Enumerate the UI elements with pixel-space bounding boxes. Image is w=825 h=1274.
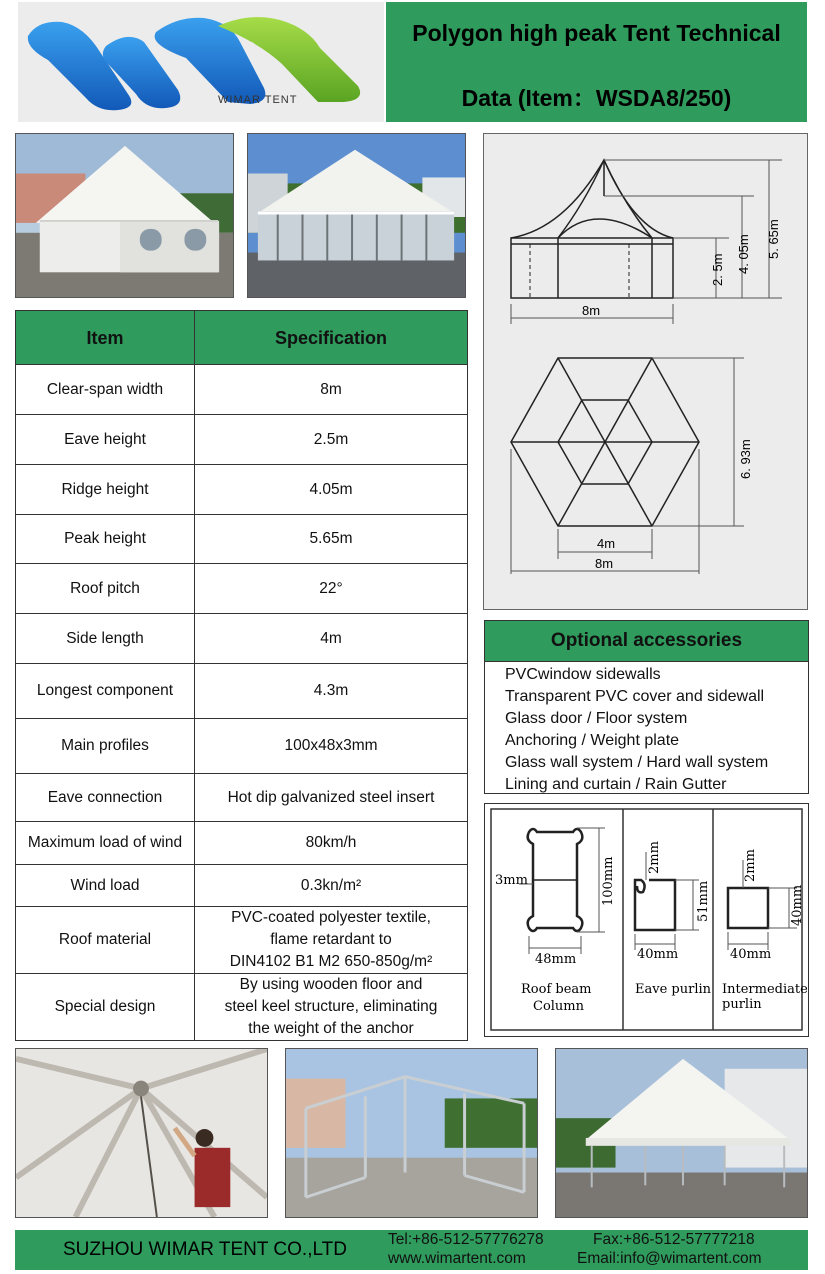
table-header-row	[16, 311, 468, 365]
spec-line: PVC-coated polyester textile,	[231, 909, 431, 926]
row-spec: 100x48x3mm	[195, 719, 468, 774]
list-item: Lining and curtain / Rain Gutter	[505, 776, 727, 793]
page-title-line-1: Polygon high peak Tent Technical	[412, 20, 781, 46]
footer-telephone: Tel:+86-512-57776278	[388, 1231, 544, 1248]
spec-table	[15, 310, 468, 1041]
eave-purlin-width: 40mm	[637, 947, 679, 962]
column-label: Column	[533, 999, 585, 1014]
row-item: Eave height	[16, 415, 195, 465]
dim-width-elevation: 8m	[582, 303, 601, 318]
logo-text: WIMAR TENT	[218, 94, 298, 106]
column-header-specification: Specification	[195, 311, 468, 365]
eave-purlin-height: 51mm	[696, 880, 711, 922]
row-spec: Hot dip galvanized steel insert	[195, 774, 468, 822]
row-spec: 4.3m	[195, 664, 468, 719]
dim-side-length: 4m	[597, 536, 616, 551]
footer-fax: Fax:+86-512-57777218	[593, 1231, 755, 1248]
page-title-line-2: Data (Item：WSDA8/250)	[461, 85, 732, 111]
row-spec	[195, 907, 468, 974]
spec-line: DIN4102 B1 M2 650-850g/m²	[229, 953, 433, 970]
photo-tent-interior	[15, 1048, 268, 1218]
footer	[15, 1230, 808, 1270]
eave-purlin-thickness: 2mm	[647, 841, 662, 874]
table-row	[16, 774, 468, 822]
spec-line: steel keel structure, eliminating	[224, 998, 438, 1015]
photo-tent-exterior-2	[247, 133, 466, 298]
row-spec: 2.5m	[195, 415, 468, 465]
table-row	[16, 865, 468, 907]
logo	[18, 2, 384, 122]
technical-drawing	[483, 133, 808, 610]
row-item: Side length	[16, 614, 195, 664]
dim-eave-height: 2. 5m	[710, 253, 725, 286]
row-item: Maximum load of wind	[16, 822, 195, 865]
profile-cross-section-drawing	[485, 804, 807, 1035]
spec-line: the weight of the anchor	[248, 1020, 414, 1037]
table-row	[16, 365, 468, 415]
row-spec	[195, 974, 468, 1041]
table-row	[16, 415, 468, 465]
row-spec: 4m	[195, 614, 468, 664]
table-row	[16, 664, 468, 719]
row-spec: 8m	[195, 365, 468, 415]
intermediate-purlin-label-2: purlin	[722, 997, 762, 1012]
accessories-list	[484, 662, 809, 794]
roof-beam-height: 100mm	[601, 856, 616, 906]
roof-beam-thickness: 3mm	[495, 873, 528, 888]
list-item: Anchoring / Weight plate	[505, 732, 680, 749]
intermediate-purlin-width: 40mm	[730, 947, 772, 962]
row-spec: 22°	[195, 564, 468, 614]
row-spec: 4.05m	[195, 465, 468, 515]
company-name: SUZHOU WIMAR TENT CO.,LTD	[63, 1239, 347, 1260]
eave-purlin-label: Eave purlin	[635, 982, 712, 997]
list-item: PVCwindow sidewalls	[505, 666, 661, 683]
photo-tent-open	[555, 1048, 808, 1218]
profile-sections	[484, 803, 809, 1037]
photo-tent-exterior-1	[15, 133, 234, 298]
table-row	[16, 719, 468, 774]
intermediate-purlin-height: 40mm	[790, 884, 805, 926]
dim-ridge-height: 4. 05m	[736, 234, 751, 274]
row-item: Roof pitch	[16, 564, 195, 614]
column-header-item: Item	[16, 311, 195, 365]
title-banner	[386, 2, 807, 122]
table-row	[16, 564, 468, 614]
accessories-title: Optional accessories	[484, 620, 809, 662]
footer-website-link[interactable]: www.wimartent.com	[388, 1250, 526, 1267]
dim-diagonal: 6. 93m	[738, 439, 753, 479]
list-item: Glass wall system / Hard wall system	[505, 754, 769, 771]
table-row	[16, 465, 468, 515]
tent-elevation-and-plan-drawing	[484, 134, 809, 611]
spec-line: flame retardant to	[270, 931, 392, 948]
spec-line: By using wooden floor and	[239, 976, 423, 993]
row-spec: 80km/h	[195, 822, 468, 865]
row-item: Main profiles	[16, 719, 195, 774]
row-item: Clear-span width	[16, 365, 195, 415]
photo-tent-frame	[285, 1048, 538, 1218]
table-row	[16, 907, 468, 974]
table-row	[16, 515, 468, 564]
row-item: Eave connection	[16, 774, 195, 822]
row-item: Wind load	[16, 865, 195, 907]
row-spec: 5.65m	[195, 515, 468, 564]
list-item: Glass door / Floor system	[505, 710, 688, 727]
row-spec: 0.3kn/m²	[195, 865, 468, 907]
row-item: Longest component	[16, 664, 195, 719]
intermediate-purlin-label: Intermediate	[722, 982, 807, 997]
table-row	[16, 822, 468, 865]
roof-beam-width: 48mm	[535, 952, 577, 967]
row-item: Special design	[16, 974, 195, 1041]
dim-peak-height: 5. 65m	[766, 219, 781, 259]
table-row	[16, 974, 468, 1041]
intermediate-purlin-thickness: 2mm	[743, 849, 758, 882]
row-item: Peak height	[16, 515, 195, 564]
row-item: Ridge height	[16, 465, 195, 515]
table-row	[16, 614, 468, 664]
wimar-logo-graphic	[18, 2, 384, 122]
row-item: Roof material	[16, 907, 195, 974]
list-item: Transparent PVC cover and sidewall	[505, 688, 765, 705]
dim-width-plan: 8m	[595, 556, 614, 571]
footer-email-link[interactable]: Email:info@wimartent.com	[577, 1250, 762, 1267]
roof-beam-label: Roof beam	[521, 982, 592, 997]
